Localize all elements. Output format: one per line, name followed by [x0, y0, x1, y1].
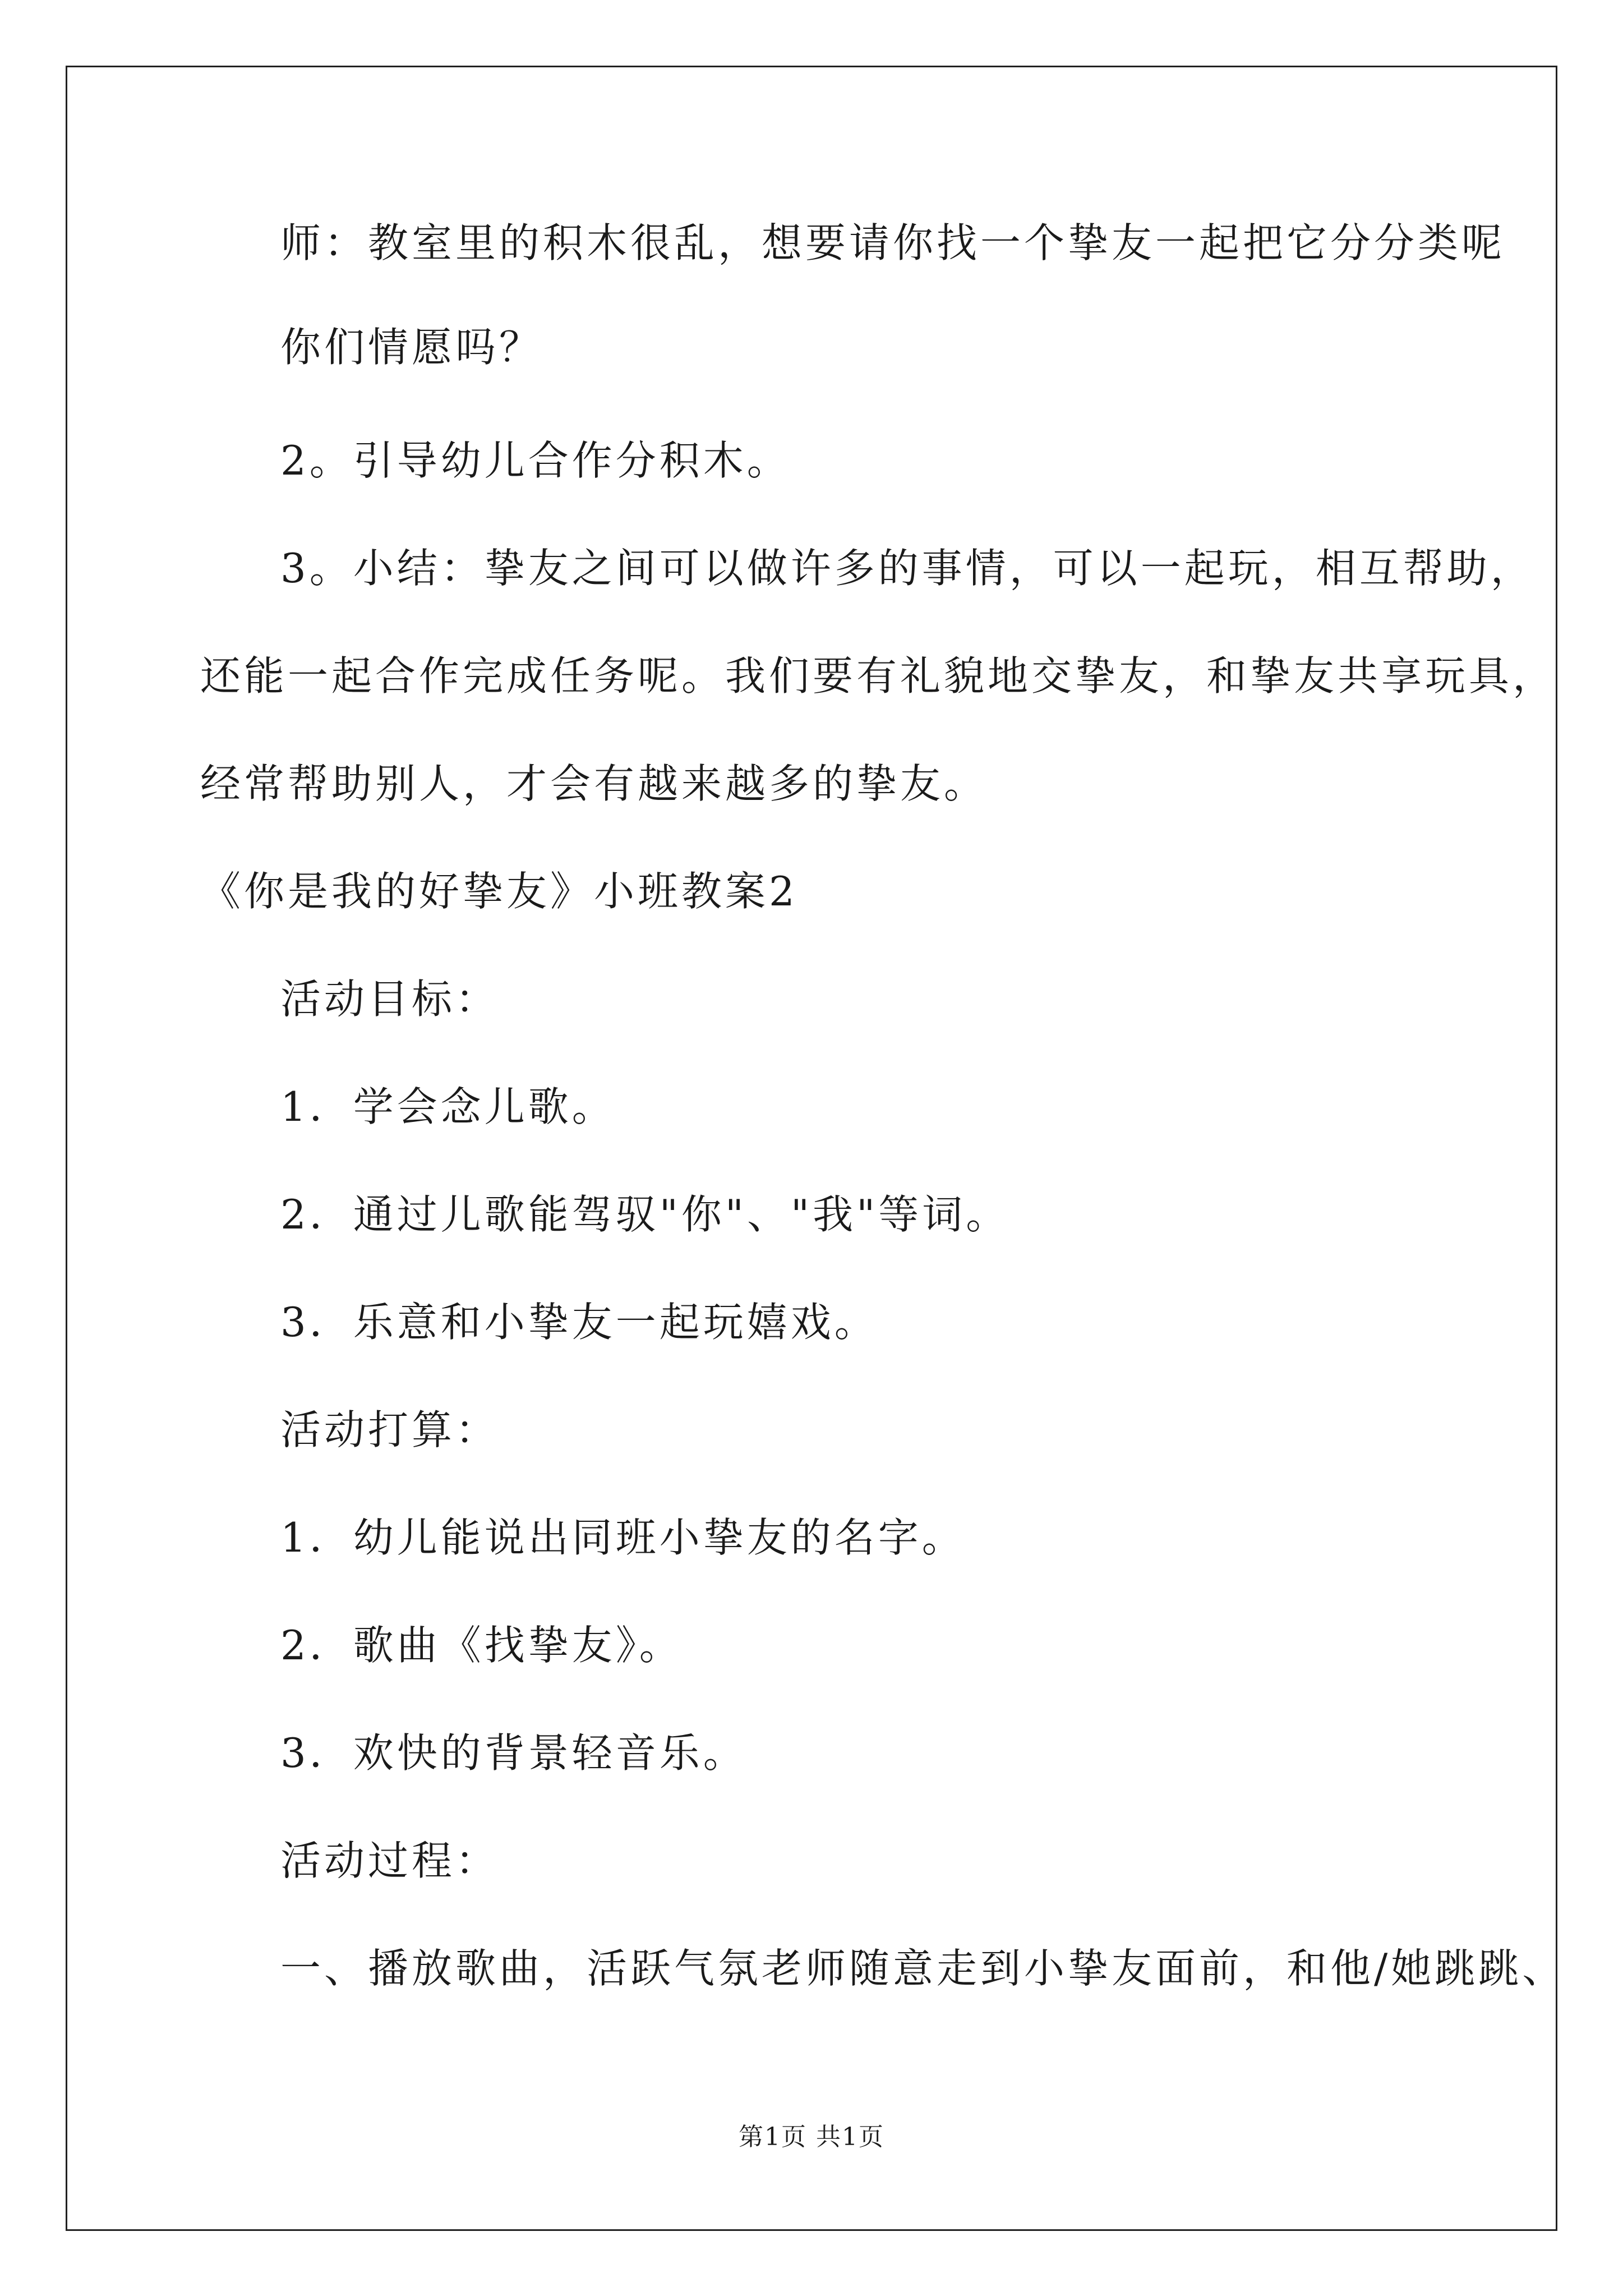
list-item: 1．学会念儿歌。 — [280, 1083, 616, 1130]
page-border — [66, 66, 1557, 2231]
paragraph-line: 一、播放歌曲，活跃气氛老师随意走到小挚友面前，和他/她跳跳、 — [280, 1945, 1566, 1992]
paragraph-line: 3。小结：挚友之间可以做许多的事情，可以一起玩，相互帮助， — [280, 545, 1534, 592]
list-item: 3．乐意和小挚友一起玩嬉戏。 — [280, 1299, 878, 1346]
paragraph-line: 活动目标： — [280, 976, 500, 1023]
list-item: 2．歌曲《找挚友》。 — [280, 1622, 683, 1669]
paragraph-line: 还能一起合作完成任务呢。我们要有礼貌地交挚友，和挚友共享玩具， — [200, 652, 1557, 700]
paragraph-line: 2。引导幼儿合作分积木。 — [280, 437, 791, 484]
paragraph-line: 你们情愿吗？ — [280, 324, 543, 371]
paragraph-line: 经常帮助别人，才会有越来越多的挚友。 — [200, 760, 988, 807]
list-item: 1．幼儿能说出同班小挚友的名字。 — [280, 1514, 966, 1561]
paragraph-line: 活动过程： — [280, 1837, 500, 1884]
list-item: 3．欢快的背景轻音乐。 — [280, 1729, 747, 1777]
paragraph-line: 活动打算： — [280, 1406, 500, 1453]
paragraph-line: 师：教室里的积木很乱，想要请你找一个挚友一起把它分分类呢 — [280, 219, 1506, 266]
list-item: 2．通过儿歌能驾驭"你"、"我"等词。 — [280, 1191, 1010, 1238]
page-footer: 第1页 共1页 — [739, 2123, 884, 2151]
section-heading: 《你是我的好挚友》小班教案2 — [200, 868, 798, 915]
